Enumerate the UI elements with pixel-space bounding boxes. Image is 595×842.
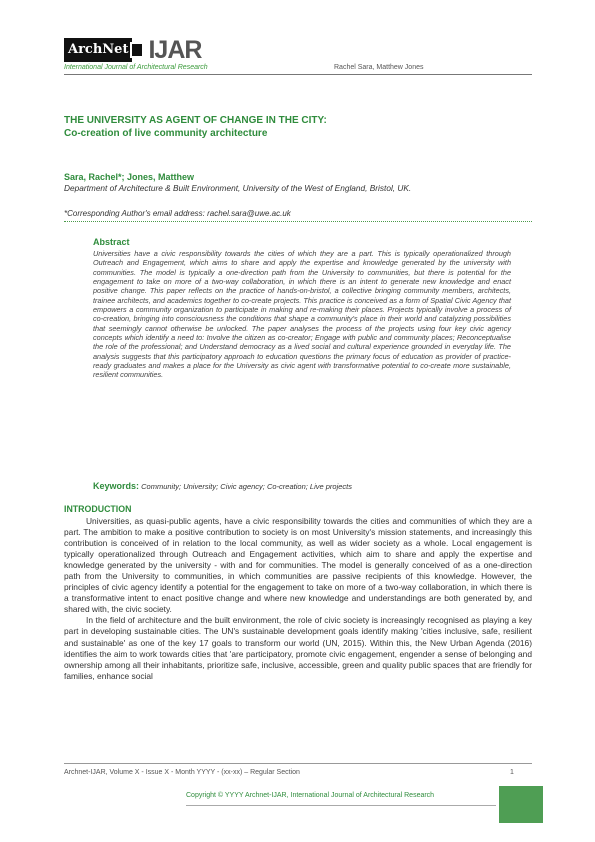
archnet-ijar-logo (64, 38, 201, 62)
introduction-heading: INTRODUCTION (64, 504, 132, 514)
introduction-paragraph: In the field of architecture and the built environment, the role of civic society is increasingly recognised as playing a key part in developing sustainable cities. The UN's sustainable development goals identify making 'cities inclusive, safe, resilient and sustainable' as one of the key 17 goals to transform our world (UN, 2015). Within this, the New Urban Agenda (2016) identifies the aim to work towards cities that 'are participatory, promote civic engagement, engender a sense of belonging and ownership among all their inhabitants, prioritize safe, inclusive, accessible, green and quality public spaces that are friendly for families, enhance social (64, 615, 532, 681)
footer-divider (64, 763, 532, 764)
journal-name: International Journal of Architectural Research (64, 64, 208, 71)
abstract-text: Universities have a civic responsibility towards the cities of which they are a part. This is typically operationalized through Outreach and Engagement, which aims to share and apply the expertise and knowledge generated by the university with communities. The model is typically a one-direction path from the University to communities, but there is potential for the engagement to take on more of a two-way collaboration, in which there is an intent to generate new knowledge and enact positive change. This paper reflects on the practice of hands-on-bristol, a collective bringing community members, architects, trainee architects, and academics together to co-create projects. This practice is conceived as a form of Spatial Civic Agency that empowers a community organization to participate in making and re-making their places. Projects typically involve a process of co-creation, bringing into consciousness the conditions that shape a community's place in their world and catalyzing possibilities that seemingly cannot otherwise be unlocked. The paper analyses the process of the projects using four key civic agency concepts which identify a need to: Involve the citizen as co-creator; Engage with public and community places; Reconceptualise the role of the professional; and Understand democracy as a lived social and cultural experience grounded in everyday life. The analysis suggests that this participatory approach to education questions the primary focus of education as provider of practice-ready graduates and makes a place for the University as civic agent with transformative potential to co-create more sustainable, resilient communities. (93, 249, 511, 380)
running-authors: Rachel Sara, Matthew Jones (334, 64, 424, 71)
logo-archnet-text: ArchNet (64, 38, 132, 62)
copyright-divider (186, 805, 496, 806)
dotted-divider (64, 221, 532, 222)
author-names: Sara, Rachel*; Jones, Matthew (64, 172, 195, 182)
green-corner-block (499, 786, 543, 823)
keywords-text: Community; University; Civic agency; Co-creation; Live projects (141, 482, 353, 491)
author-affiliation: Department of Architecture & Built Environment, University of the West of England, Bristol, UK. (64, 183, 412, 193)
abstract-heading: Abstract (93, 237, 130, 247)
introduction-body (64, 516, 532, 682)
copyright-notice: Copyright © YYYY Archnet-IJAR, International Journal of Architectural Research (186, 792, 435, 799)
logo-square-icon (130, 42, 144, 58)
keywords-line (93, 481, 352, 491)
logo-ijar-text: IJAR (148, 36, 202, 64)
paper-subtitle: Co-creation of live community architecture (64, 128, 268, 139)
page-number: 1 (510, 769, 514, 776)
keywords-label: Keywords: (93, 481, 140, 491)
introduction-paragraph: Universities, as quasi-public agents, have a civic responsibility towards the cities and communities of which they are a part. The ambition to make a positive contribution to society is on most University's mission statements, and increasingly this contribution is conceived of in relation to the local community, as well as wider society as a whole. Local engagement is typically operationalized through Outreach and Engagement activities, which aim to share and apply the expertise and knowledge generated by the university - with and for communities. The model is generally conceived of as a one-direction path from the University to communities, in which communities are passive recipients of this knowledge. However, the principles of civic agency identify a potential for the engagement to take on more of a two-way collaboration, in which there is a transformative intent to enact positive change and where new knowledge and understandings are both generated by, and shared with, the civic society. (64, 516, 532, 615)
paper-title: THE UNIVERSITY AS AGENT OF CHANGE IN THE CITY: (64, 115, 327, 126)
footer-citation: Archnet-IJAR, Volume X - Issue X - Month YYYY - (xx-xx) – Regular Section (64, 769, 300, 776)
header-divider (64, 74, 532, 75)
corresponding-author: *Corresponding Author's email address: rachel.sara@uwe.ac.uk (64, 209, 291, 218)
